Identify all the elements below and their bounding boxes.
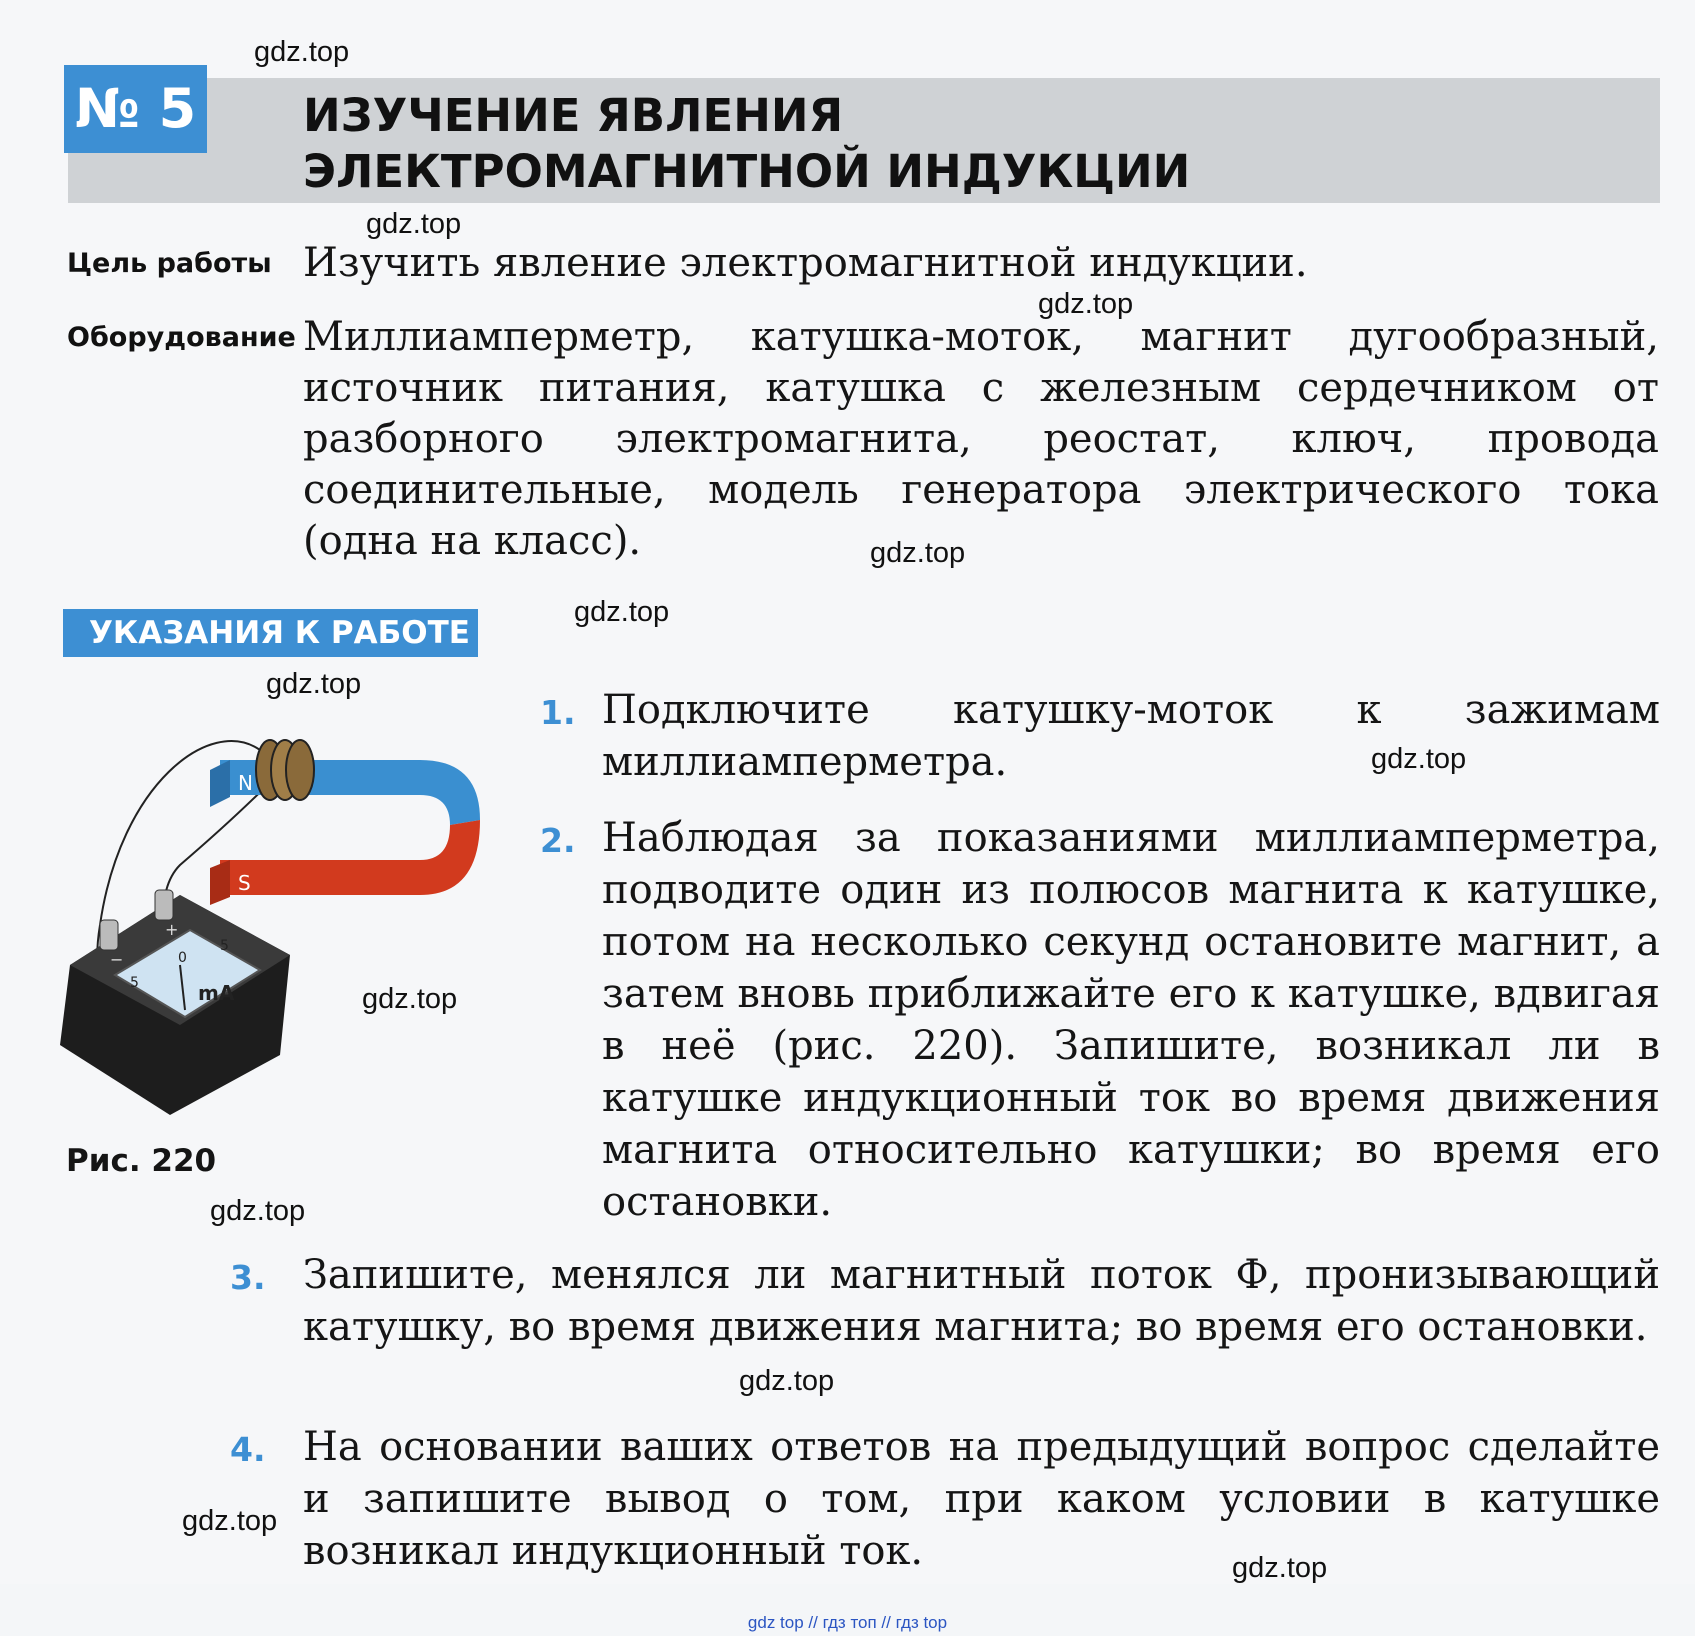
watermark: gdz.top <box>1371 743 1467 775</box>
pole-n-label: N <box>238 771 253 795</box>
figure-caption: Рис. 220 <box>66 1143 217 1179</box>
step-2-number: 2. <box>540 821 576 860</box>
watermark: gdz.top <box>266 668 362 700</box>
equipment-text: Миллиамперметр, катушка-моток, магнит дугообразный, источник питания, катушка с железным сердечником от разборного электромагнита, реостат, ключ, провода соединительные, модель генератора электрического тока (одна на класс). <box>303 314 1659 564</box>
step-1-number: 1. <box>540 693 576 732</box>
svg-text:5: 5 <box>220 938 229 954</box>
svg-text:mA: mA <box>198 981 235 1005</box>
terminal-plus <box>155 890 173 920</box>
figure-220 <box>60 725 480 1125</box>
watermark: gdz.top <box>362 983 458 1015</box>
lab-title-line1: ИЗУЧЕНИЕ ЯВЛЕНИЯ <box>303 89 844 142</box>
bottom-banner: gdz top // гдз топ // гдз top <box>747 1613 948 1632</box>
watermark: gdz.top <box>210 1195 306 1227</box>
lab-number-badge: № 5 <box>64 65 207 153</box>
svg-text:0: 0 <box>178 950 187 966</box>
step-3-number: 3. <box>230 1258 266 1297</box>
watermark: gdz.top <box>574 596 670 628</box>
watermark: gdz.top <box>870 537 966 569</box>
step-4-number: 4. <box>230 1430 266 1469</box>
magnet-south-arm <box>220 820 480 895</box>
lab-title <box>303 88 1603 200</box>
svg-text:+: + <box>165 920 179 939</box>
step-2-text: Наблюдая за показаниями миллиамперметра, подводите один из полюсов магнита к катушке, потом на несколько секунд остановите магнит, а затем вновь приближайте его к катушке, вдвигая в неё (рис. 220). Запишите, возникал ли в катушке индукционный ток во время движения магнита относительно катушки; во время его остановки. <box>602 815 1660 1225</box>
lab-title-line2: ЭЛЕКТРОМАГНИТНОЙ ИНДУКЦИИ <box>303 145 1191 198</box>
coil <box>256 740 314 800</box>
goal-text: Изучить явление электромагнитной индукции. <box>303 240 1308 286</box>
watermark: gdz.top <box>366 208 462 240</box>
watermark: gdz.top <box>1232 1552 1328 1584</box>
instructions-heading: УКАЗАНИЯ К РАБОТЕ <box>63 609 478 657</box>
magnet-coil-meter-illustration <box>60 725 480 1125</box>
step-3-text: Запишите, менялся ли магнитный поток Ф, пронизывающий катушку, во время движения магнита; во время его остановки. <box>303 1252 1660 1350</box>
terminal-minus <box>100 920 118 950</box>
magnet-north-face <box>210 760 230 807</box>
watermark: gdz.top <box>739 1365 835 1397</box>
step-1-text: Подключите катушку-моток к зажимам миллиамперметра. <box>602 687 1660 785</box>
equipment-label: Оборудование <box>67 322 296 353</box>
pole-s-label: S <box>238 871 251 895</box>
watermark: gdz.top <box>182 1505 278 1537</box>
svg-text:5: 5 <box>130 975 139 991</box>
milliammeter <box>60 890 290 1115</box>
watermark: gdz.top <box>254 36 350 68</box>
svg-text:−: − <box>110 950 124 969</box>
step-4-text: На основании ваших ответов на предыдущий вопрос сделайте и запишите вывод о том, при каком условии в катушке возникал индукционный ток. <box>303 1424 1660 1574</box>
magnet-south-face <box>210 860 230 905</box>
watermark: gdz.top <box>1038 288 1134 320</box>
goal-label: Цель работы <box>67 248 272 279</box>
